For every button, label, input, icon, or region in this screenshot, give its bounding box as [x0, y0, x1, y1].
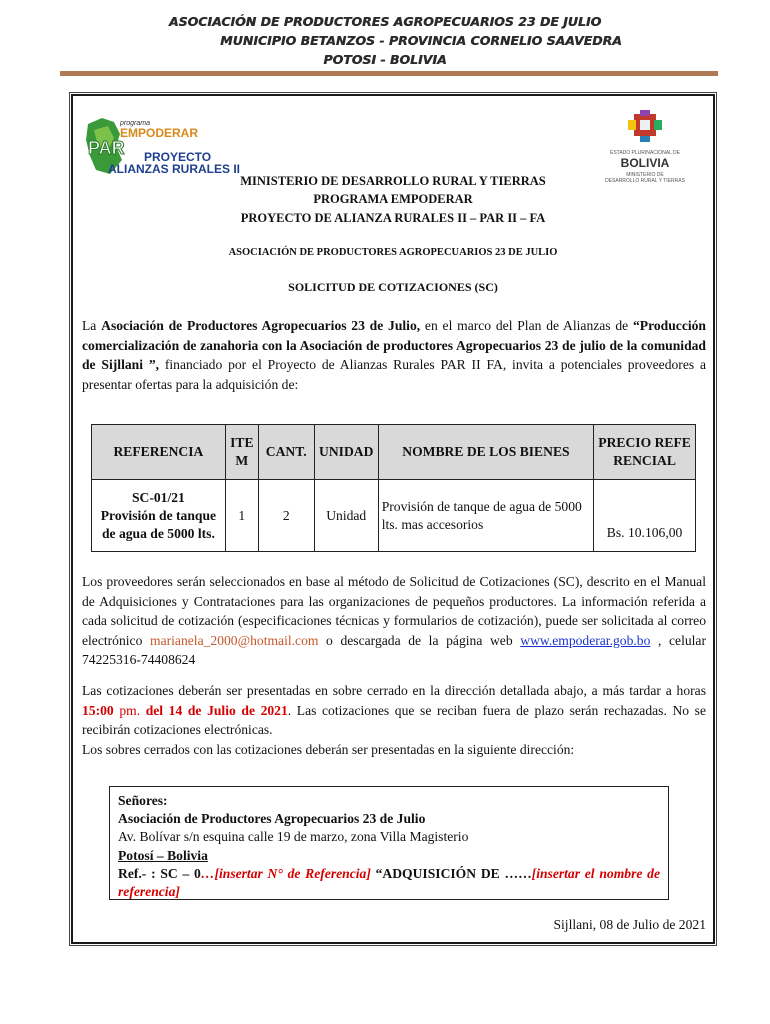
address-reference: [118, 865, 660, 901]
intro-text-1: La: [82, 318, 102, 333]
logo-par: PAR: [88, 138, 125, 158]
col-header-nombre: NOMBRE DE LOS BIENES: [378, 425, 593, 480]
providers-paragraph: [82, 572, 706, 670]
empoderar-par-logo: [84, 116, 244, 180]
header-divider: [60, 71, 718, 76]
cell-unidad: Unidad: [314, 480, 378, 552]
deadline-text-3: Los sobres cerrados con las cotizaciones deberán ser presentadas en la siguiente dirección:: [82, 741, 575, 757]
contact-email-link[interactable]: marianela_2000@hotmail.com: [150, 632, 319, 648]
logo-ministerio: MINISTERIO DE: [626, 172, 664, 178]
address-salutation: Señores:: [118, 793, 168, 808]
cell-nombre: Provisión de tanque de agua de 5000 lts. mas accesorios: [378, 480, 593, 552]
logo-programa: programa: [120, 120, 150, 127]
deadline-time: 15:00: [82, 702, 114, 718]
providers-text-1: Los proveedores serán seleccionados en base al método de Solicitud de Cotizaciones (SC), descrito en el Manual de Adquisiciones y Contrataciones para las organizaciones de pequeños productores. La información referida a cada solicitud de cotización (especificaciones técnicas y formularios de cotización), puede ser solicitada al correo electrónico: [82, 574, 706, 648]
ref-middle: “ADQUISICIÓN DE ……: [370, 865, 532, 881]
logo-empoderar: EMPODERAR: [120, 126, 199, 140]
logo-estado: ESTADO PLURINACIONAL DE: [609, 150, 680, 156]
table-row: [92, 480, 696, 552]
ref-placeholder-number: …[insertar N° de Referencia]: [200, 865, 371, 881]
place-date: Sijllani, 08 de Julio de 2021: [553, 917, 706, 932]
col-header-unidad: UNIDAD: [314, 425, 378, 480]
header-line-2: MUNICIPIO BETANZOS - PROVINCIA CORNELIO SAAVEDRA: [220, 33, 622, 48]
ref-label: Ref.- : SC – 0: [118, 865, 201, 881]
title-association: ASOCIACIÓN DE PRODUCTORES AGROPECUARIOS 23 DE JULIO: [228, 247, 558, 258]
cell-precio: Bs. 10.106,00: [594, 480, 696, 552]
deadline-text-2: . Las cotizaciones que se reciban fuera de plazo serán rechazadas. No se recibirán cotizaciones electrónicas.: [82, 702, 707, 738]
deadline-text-1: Las cotizaciones deberán ser presentadas en sobre cerrado en la dirección detallada abajo, a más tardar a horas: [82, 683, 706, 698]
col-header-cant: CANT.: [258, 425, 314, 480]
logo-desarrollo: DESARROLLO RURAL Y TIERRAS: [605, 178, 685, 184]
ref-code: SC-01/21: [131, 489, 185, 505]
title-request: SOLICITUD DE COTIZACIONES (SC): [288, 280, 498, 294]
intro-paragraph: [82, 316, 706, 394]
col-header-item: ITEM: [225, 425, 258, 480]
ref-placeholder-name: [insertar el nombre de referencia]: [118, 865, 660, 900]
col-header-referencia: REFERENCIA: [92, 425, 226, 480]
address-box: [109, 786, 669, 900]
intro-text-2: en el marco del Plan de Alianzas de: [420, 318, 633, 333]
providers-text-3: , celular 74225316-74408624: [82, 632, 706, 668]
logo-bolivia: BOLIVIA: [620, 156, 670, 170]
cell-cant: 2: [258, 480, 314, 552]
title-project: PROYECTO DE ALIANZA RURALES II – PAR II – FA: [240, 211, 546, 225]
website-link[interactable]: www.empoderar.gob.bo: [520, 632, 651, 648]
title-ministry: MINISTERIO DE DESARROLLO RURAL Y TIERRAS: [240, 174, 546, 188]
table-header-row: [92, 425, 696, 480]
header-line-3: POTOSI - BOLIVIA: [323, 52, 447, 67]
intro-bold-1: Asociación de Productores Agropecuarios 23 de Julio,: [101, 318, 421, 333]
ref-desc: Provisión de tanque de agua de 5000 lts.: [100, 507, 217, 541]
logo-alianzas: ALIANZAS RURALES II: [108, 162, 240, 176]
providers-text-2: o descargada de la página web: [318, 632, 521, 648]
cell-item: 1: [225, 480, 258, 552]
bolivia-emblem-icon: [604, 110, 686, 150]
header-line-1: ASOCIACIÓN DE PRODUCTORES AGROPECUARIOS 23 DE JULIO: [168, 14, 602, 29]
address-name: Asociación de Productores Agropecuarios 23 de Julio: [118, 811, 426, 827]
items-table: [91, 424, 696, 552]
cell-referencia: [92, 480, 226, 552]
logo-proyecto: PROYECTO: [144, 150, 212, 164]
deadline-paragraph: [82, 681, 706, 759]
col-header-precio: PRECIO REFERENCIAL: [594, 425, 696, 480]
address-city: Potosí – Bolivia: [118, 847, 208, 863]
deadline-pm: pm.: [113, 702, 141, 718]
deadline-date: del 14 de Julio de 2021: [140, 702, 288, 718]
intro-text-3: financiado por el Proyecto de Alianzas Rurales PAR II FA, invita a potenciales proveedores a presentar ofertas para la adquisición de:: [82, 357, 707, 392]
title-program: PROGRAMA EMPODERAR: [313, 192, 473, 206]
intro-bold-2: “Producción comercialización de zanahoria con la Asociación de productores Agropecuarios 23 de julio de la comunidad de Sijllani ”,: [82, 318, 706, 373]
address-street: Av. Bolívar s/n esquina calle 19 de marzo, zona Villa Magisterio: [118, 829, 469, 845]
